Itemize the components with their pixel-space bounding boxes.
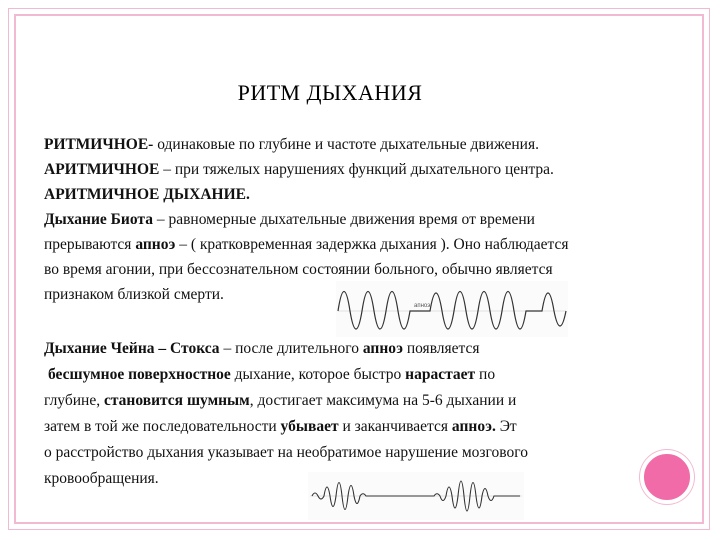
text-line-biot-1 [44, 211, 535, 229]
text-segment: дыхание, которое быстро [230, 366, 406, 383]
text-line-cheyne-2 [48, 366, 495, 384]
text-line-cheyne-4 [44, 418, 517, 436]
text-segment: признаком близкой смерти. [44, 286, 224, 303]
term-cheyne-stokes: Дыхание Чейна – Стокса [44, 340, 220, 357]
term-apnea: апноэ. [451, 418, 496, 435]
text-segment: прерываются [44, 236, 136, 253]
text-segment: затем в той же последовательности [44, 418, 281, 435]
cheyne-stokes-waveform [308, 472, 524, 520]
term-silent-shallow: бесшумное поверхностное [48, 366, 231, 383]
term-arrhythmic: АРИТМИЧНОЕ [44, 161, 160, 178]
text-line-biot-4 [44, 286, 224, 304]
text-line-cheyne-3 [44, 392, 516, 410]
slide-title: РИТМ ДЫХАНИЯ [237, 80, 423, 105]
term-rhythmic: РИТМИЧНОЕ- [44, 136, 154, 153]
text-segment: кровообращения. [44, 470, 159, 487]
term-increases: нарастает [405, 366, 476, 383]
term-apnea: апноэ [135, 236, 176, 253]
text-line-cheyne-1 [44, 340, 480, 358]
decorative-pink-circle [640, 450, 694, 504]
heading-arrhythmic-breathing: АРИТМИЧНОЕ ДЫХАНИЕ. [44, 186, 250, 203]
text-line-biot-2 [44, 236, 568, 254]
term-decreases: убывает [280, 418, 339, 435]
text-line-arrhythmic-heading [44, 186, 250, 204]
term-apnea: апноэ [362, 340, 403, 357]
term-biot: Дыхание Биота [44, 211, 153, 228]
text-segment: появляется [402, 340, 480, 357]
text-line-arrhythmic [44, 161, 554, 179]
text-line-biot-3 [44, 261, 553, 279]
text-segment: о расстройство дыхания указывает на необратимое нарушение мозгового [44, 444, 528, 461]
term-becomes-noisy: становится шумным [103, 392, 250, 409]
text-line-rhythmic [44, 136, 539, 154]
text-segment: – ( кратковременная задержка дыхания ). Оно наблюдается [175, 236, 569, 253]
text-line-cheyne-5 [44, 444, 528, 462]
text-segment: , достигает максимума на 5-6 дыхании и [249, 392, 517, 409]
text-line-cheyne-6 [44, 470, 159, 488]
definition-biot: – равномерные дыхательные движения время от времени [152, 211, 535, 228]
text-segment: во время агонии, при бессознательном состоянии больного, обычно является [44, 261, 553, 278]
text-segment: глубине, [44, 392, 104, 409]
text-segment: Эт [495, 418, 517, 435]
waveform-apnea-label: апноэ [414, 303, 431, 309]
text-segment: – после длительного [219, 340, 363, 357]
text-segment: и заканчивается [338, 418, 452, 435]
definition-rhythmic: одинаковые по глубине и частоте дыхательные движения. [153, 136, 539, 153]
text-segment: по [475, 366, 496, 383]
biot-breathing-waveform [336, 281, 568, 337]
definition-arrhythmic: – при тяжелых нарушениях функций дыхательного центра. [159, 161, 554, 178]
